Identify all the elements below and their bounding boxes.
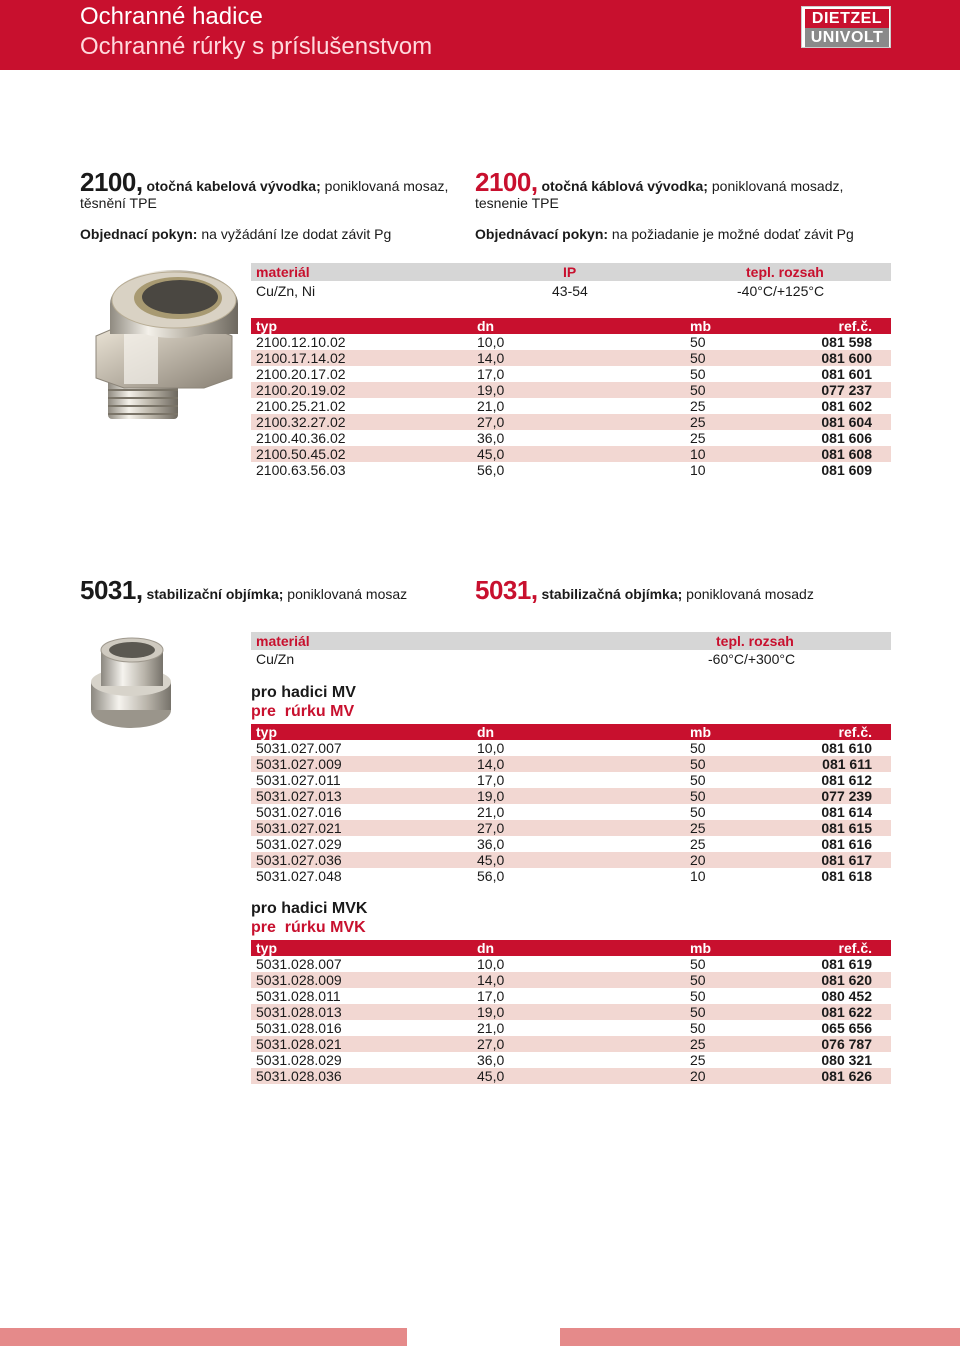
product2-spec-header xyxy=(251,632,891,650)
mvk-table-col-typ-header: typ xyxy=(256,940,277,956)
cell-mb: 50 xyxy=(690,772,706,788)
cell-dn: 17,0 xyxy=(477,988,505,1004)
table-row xyxy=(251,804,891,820)
table-row xyxy=(251,462,891,478)
page-title-sk: Ochranné rúrky s príslušenstvom xyxy=(80,33,433,60)
table-row xyxy=(251,1020,891,1036)
cell-ref: 081 610 xyxy=(821,740,872,756)
table-row xyxy=(251,350,891,366)
mv-heading-cz: pro hadici MV xyxy=(251,684,356,701)
page-title-cz: Ochranné hadice xyxy=(80,3,263,30)
cell-ref: 081 615 xyxy=(821,820,872,836)
table-row xyxy=(251,988,891,1004)
spec-temp-value: -40°C/+125°C xyxy=(737,283,825,299)
order-label-sk: Objednávací pokyn: xyxy=(475,226,609,242)
product1-table-col-typ-header: typ xyxy=(256,318,277,334)
product1-number-cz: 2100, xyxy=(80,167,143,197)
cell-dn: 45,0 xyxy=(477,446,505,462)
table-row xyxy=(251,398,891,414)
cell-typ: 5031.027.013 xyxy=(256,788,342,804)
cell-typ: 5031.028.036 xyxy=(256,1068,342,1084)
order-text-sk: na požiadanie je možné dodať závit Pg xyxy=(608,226,854,242)
cell-typ: 2100.40.36.02 xyxy=(256,430,346,446)
cell-dn: 27,0 xyxy=(477,414,505,430)
cell-dn: 21,0 xyxy=(477,1020,505,1036)
cell-mb: 10 xyxy=(690,446,706,462)
cell-ref: 076 787 xyxy=(821,1036,872,1052)
product1-desc-sk: poniklovaná mosadz, xyxy=(707,178,844,194)
cell-ref: 081 606 xyxy=(821,430,872,446)
cell-mb: 25 xyxy=(690,1052,706,1068)
cell-typ: 5031.028.021 xyxy=(256,1036,342,1052)
mvk-table xyxy=(251,940,891,1084)
spec-ip-heading: IP xyxy=(563,264,577,280)
cell-ref: 080 452 xyxy=(821,988,872,1004)
cell-ref: 081 608 xyxy=(821,446,872,462)
product1-label-sk: otočná káblová vývodka; xyxy=(541,178,708,194)
cell-ref: 081 602 xyxy=(821,398,872,414)
cell-typ: 5031.028.011 xyxy=(256,988,341,1004)
table-row xyxy=(251,756,891,772)
product2-label-cz: stabilizační objímka; xyxy=(146,586,284,602)
cell-dn: 17,0 xyxy=(477,772,505,788)
cell-dn: 10,0 xyxy=(477,740,505,756)
cell-typ: 2100.12.10.02 xyxy=(256,334,346,350)
cell-ref: 081 620 xyxy=(821,972,872,988)
mv-table-col-typ-header: typ xyxy=(256,724,277,740)
product1-table-col-ref-header: ref.č. xyxy=(838,318,872,334)
product1-desc-cz: poniklovaná mosaz, xyxy=(320,178,449,194)
table-row xyxy=(251,772,891,788)
cell-mb: 50 xyxy=(690,350,706,366)
product1-desc2-cz: těsnění TPE xyxy=(80,195,157,211)
logo-top-text: DIETZEL xyxy=(805,9,889,28)
spec2-material-heading: materiál xyxy=(256,633,310,649)
mv-table-col-mb-header: mb xyxy=(690,724,711,740)
cell-dn: 45,0 xyxy=(477,1068,505,1084)
table-row xyxy=(251,788,891,804)
product1-table-col-mb-header: mb xyxy=(690,318,711,334)
product1-label-cz: otočná kabelová vývodka; xyxy=(146,178,321,194)
cell-ref: 077 237 xyxy=(821,382,872,398)
cell-dn: 14,0 xyxy=(477,756,505,772)
cell-typ: 5031.028.029 xyxy=(256,1052,342,1068)
cell-ref: 081 598 xyxy=(821,334,872,350)
mvk-heading-sk: pre rúrku MVK xyxy=(251,919,366,936)
cell-ref: 081 616 xyxy=(821,836,872,852)
stabilizing-sleeve-image xyxy=(82,632,180,734)
cell-ref: 081 614 xyxy=(821,804,872,820)
cell-dn: 36,0 xyxy=(477,1052,505,1068)
cell-mb: 50 xyxy=(690,382,706,398)
cell-dn: 19,0 xyxy=(477,1004,505,1020)
spec2-temp-value: -60°C/+300°C xyxy=(708,651,796,667)
logo-bottom-text: UNIVOLT xyxy=(805,28,889,47)
cell-typ: 2100.25.21.02 xyxy=(256,398,346,414)
cell-mb: 25 xyxy=(690,1036,706,1052)
cell-mb: 20 xyxy=(690,852,706,868)
cell-typ: 5031.027.009 xyxy=(256,756,342,772)
cell-mb: 50 xyxy=(690,756,706,772)
cell-dn: 17,0 xyxy=(477,366,505,382)
table-row xyxy=(251,1004,891,1020)
cell-typ: 5031.027.007 xyxy=(256,740,342,756)
cell-typ: 5031.027.036 xyxy=(256,852,342,868)
cell-typ: 2100.50.45.02 xyxy=(256,446,346,462)
cell-mb: 50 xyxy=(690,366,706,382)
mv-heading-sk: pre rúrku MV xyxy=(251,703,355,720)
product2-title-sk xyxy=(475,575,895,605)
cell-ref: 081 612 xyxy=(821,772,872,788)
mvk-table-col-ref-header: ref.č. xyxy=(838,940,872,956)
product2-number-cz: 5031, xyxy=(80,575,143,605)
product1-title-cz xyxy=(80,167,460,212)
table-row xyxy=(251,852,891,868)
cell-ref: 081 618 xyxy=(821,868,872,884)
footer-bar-right xyxy=(560,1328,960,1346)
cell-typ: 5031.028.013 xyxy=(256,1004,342,1020)
dietzel-univolt-logo xyxy=(801,6,891,48)
spec-material-value: Cu/Zn, Ni xyxy=(256,283,316,299)
cell-ref: 065 656 xyxy=(821,1020,872,1036)
cell-mb: 50 xyxy=(690,334,706,350)
cell-mb: 25 xyxy=(690,836,706,852)
cell-mb: 10 xyxy=(690,868,706,884)
product1-order-sk xyxy=(475,226,854,242)
cell-dn: 10,0 xyxy=(477,956,505,972)
cell-typ: 5031.027.021 xyxy=(256,820,342,836)
cell-typ: 5031.027.016 xyxy=(256,804,342,820)
cell-ref: 080 321 xyxy=(821,1052,872,1068)
cell-mb: 50 xyxy=(690,804,706,820)
mv-table-header-row xyxy=(251,724,891,740)
cell-mb: 25 xyxy=(690,398,706,414)
cell-dn: 21,0 xyxy=(477,398,505,414)
cell-ref: 081 622 xyxy=(821,1004,872,1020)
table-row xyxy=(251,334,891,350)
product2-desc-sk: poniklovaná mosadz xyxy=(682,586,814,602)
cell-typ: 5031.027.048 xyxy=(256,868,342,884)
cell-ref: 081 604 xyxy=(821,414,872,430)
product2-desc-cz: poniklovaná mosaz xyxy=(283,586,408,602)
table-row xyxy=(251,366,891,382)
product1-title-sk xyxy=(475,167,895,212)
cell-ref: 081 626 xyxy=(821,1068,872,1084)
table-row xyxy=(251,414,891,430)
product2-spec-values xyxy=(251,650,891,668)
cell-dn: 56,0 xyxy=(477,868,505,884)
cell-dn: 45,0 xyxy=(477,852,505,868)
table-row xyxy=(251,382,891,398)
cell-ref: 077 239 xyxy=(821,788,872,804)
mvk-heading-cz: pro hadici MVK xyxy=(251,900,368,917)
mv-table-col-dn-header: dn xyxy=(477,724,495,740)
table-row xyxy=(251,446,891,462)
cell-typ: 5031.028.016 xyxy=(256,1020,342,1036)
cell-typ: 2100.20.19.02 xyxy=(256,382,346,398)
cell-typ: 5031.027.011 xyxy=(256,772,341,788)
cell-mb: 20 xyxy=(690,1068,706,1084)
spec2-material-value: Cu/Zn xyxy=(256,651,295,667)
product1-table-header-row xyxy=(251,318,891,334)
cell-mb: 10 xyxy=(690,462,706,478)
cell-mb: 50 xyxy=(690,972,706,988)
cell-dn: 36,0 xyxy=(477,430,505,446)
order-label-cz: Objednací pokyn: xyxy=(80,226,198,242)
product1-spec-header xyxy=(251,263,891,281)
cell-dn: 27,0 xyxy=(477,1036,505,1052)
order-text-cz: na vyžádání lze dodat závit Pg xyxy=(197,226,392,242)
cell-typ: 2100.63.56.03 xyxy=(256,462,346,478)
product1-order-cz xyxy=(80,226,391,242)
spec-material-heading: materiál xyxy=(256,264,310,280)
cell-dn: 56,0 xyxy=(477,462,505,478)
cell-mb: 50 xyxy=(690,1004,706,1020)
cell-mb: 50 xyxy=(690,988,706,1004)
cell-dn: 10,0 xyxy=(477,334,505,350)
product1-table-col-dn-header: dn xyxy=(477,318,495,334)
product1-spec-values xyxy=(251,282,891,300)
cell-ref: 081 611 xyxy=(822,756,872,772)
cell-ref: 081 619 xyxy=(821,956,872,972)
cell-typ: 5031.027.029 xyxy=(256,836,342,852)
product2-title-cz xyxy=(80,575,460,605)
table-row xyxy=(251,430,891,446)
cell-mb: 25 xyxy=(690,820,706,836)
table-row xyxy=(251,972,891,988)
cell-mb: 50 xyxy=(690,788,706,804)
cell-dn: 27,0 xyxy=(477,820,505,836)
cell-dn: 19,0 xyxy=(477,382,505,398)
cell-ref: 081 609 xyxy=(821,462,872,478)
spec-temp-heading: tepl. rozsah xyxy=(746,264,824,280)
cell-dn: 19,0 xyxy=(477,788,505,804)
cell-dn: 21,0 xyxy=(477,804,505,820)
spec2-temp-heading: tepl. rozsah xyxy=(716,633,794,649)
cell-typ: 5031.028.009 xyxy=(256,972,342,988)
cell-typ: 2100.32.27.02 xyxy=(256,414,346,430)
mv-table-col-ref-header: ref.č. xyxy=(838,724,872,740)
cell-dn: 14,0 xyxy=(477,350,505,366)
product2-label-sk: stabilizačná objímka; xyxy=(541,586,683,602)
table-row xyxy=(251,1068,891,1084)
cell-ref: 081 600 xyxy=(821,350,872,366)
table-row xyxy=(251,836,891,852)
mv-table xyxy=(251,724,891,884)
spec-ip-value: 43-54 xyxy=(552,283,588,299)
cable-gland-image xyxy=(84,266,246,436)
footer-bar-left xyxy=(0,1328,407,1346)
mvk-table-header-row xyxy=(251,940,891,956)
table-row xyxy=(251,1052,891,1068)
cell-mb: 25 xyxy=(690,414,706,430)
cell-dn: 14,0 xyxy=(477,972,505,988)
mvk-table-col-mb-header: mb xyxy=(690,940,711,956)
cell-ref: 081 601 xyxy=(821,366,872,382)
product1-number-sk: 2100, xyxy=(475,167,538,197)
product1-table xyxy=(251,318,891,478)
mvk-table-col-dn-header: dn xyxy=(477,940,495,956)
cell-dn: 36,0 xyxy=(477,836,505,852)
product1-desc2-sk: tesnenie TPE xyxy=(475,195,559,211)
cell-typ: 2100.17.14.02 xyxy=(256,350,346,366)
cell-mb: 50 xyxy=(690,956,706,972)
cell-ref: 081 617 xyxy=(821,852,872,868)
product2-number-sk: 5031, xyxy=(475,575,538,605)
cell-typ: 5031.028.007 xyxy=(256,956,342,972)
table-row xyxy=(251,868,891,884)
cell-mb: 25 xyxy=(690,430,706,446)
cell-mb: 50 xyxy=(690,1020,706,1036)
cell-typ: 2100.20.17.02 xyxy=(256,366,346,382)
table-row xyxy=(251,956,891,972)
table-row xyxy=(251,820,891,836)
table-row xyxy=(251,1036,891,1052)
table-row xyxy=(251,740,891,756)
cell-mb: 50 xyxy=(690,740,706,756)
